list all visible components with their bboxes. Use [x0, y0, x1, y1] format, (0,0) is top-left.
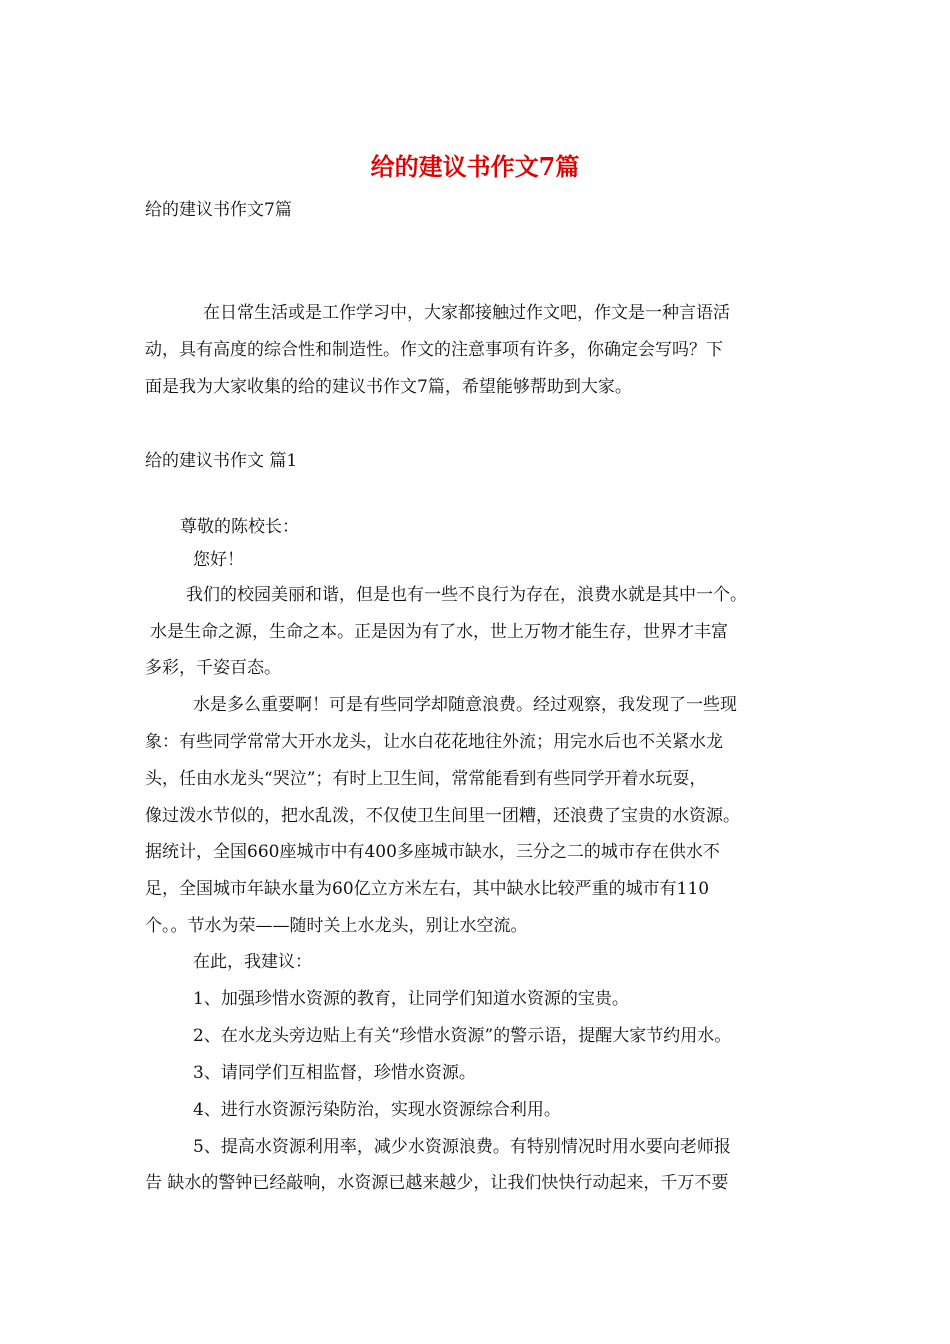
paragraph-2-line-5: 据统计，全国660座城市中有400多座城市缺水，三分之二的城市存在供水不	[145, 842, 720, 862]
suggestion-item-5: 5、提高水资源利用率，减少水资源浪费。有特别情况时用水要向老师报	[193, 1137, 731, 1157]
suggestion-item-4: 4、进行水资源污染防治，实现水资源综合利用。	[193, 1100, 561, 1120]
paragraph-2-line-2: 象：有些同学常常大开水龙头，让水白花花地往外流；用完水后也不关紧水龙	[145, 732, 723, 752]
section-heading: 给的建议书作文 篇1	[145, 451, 298, 471]
closing-line: 告 缺水的警钟已经敲响，水资源已越来越少，让我们快快行动起来，千万不要	[145, 1173, 729, 1193]
paragraph-1-line-2: 水是生命之源，生命之本。正是因为有了水，世上万物才能生存，世界才丰富	[150, 622, 728, 642]
paragraph-2-line-3: 头，任由水龙头“哭泣”；有时上卫生间，常常能看到有些同学开着水玩耍，	[145, 769, 707, 789]
document-subtitle: 给的建议书作文7篇	[145, 200, 292, 220]
paragraph-2-line-1: 水是多么重要啊！可是有些同学却随意浪费。经过观察，我发现了一些现	[193, 695, 737, 715]
intro-line-3: 面是我为大家收集的给的建议书作文7篇，希望能够帮助到大家。	[145, 377, 632, 397]
document-title: 给的建议书作文7篇	[370, 152, 580, 181]
intro-line-2: 动，具有高度的综合性和制造性。作文的注意事项有许多，你确定会写吗？下	[145, 340, 723, 360]
intro-line-1: 在日常生活或是工作学习中，大家都接触过作文吧，作文是一种言语活	[203, 303, 730, 323]
suggestion-item-1: 1、加强珍惜水资源的教育，让同学们知道水资源的宝贵。	[193, 989, 629, 1009]
suggestion-item-3: 3、请同学们互相监督，珍惜水资源。	[193, 1063, 476, 1083]
paragraph-1-line-3: 多彩，千姿百态。	[145, 658, 281, 678]
suggestion-item-2: 2、在水龙头旁边贴上有关“珍惜水资源”的警示语，提醒大家节约用水。	[193, 1026, 732, 1046]
paragraph-2-line-6: 足，全国城市年缺水量为60亿立方米左右，其中缺水比较严重的城市有110	[145, 879, 710, 899]
salutation: 尊敬的陈校长：	[180, 517, 299, 537]
suggestion-intro: 在此，我建议：	[193, 952, 312, 972]
greeting: 您好！	[193, 550, 244, 570]
paragraph-2-line-7: 个。。节水为荣——随时关上水龙头，别让水空流。	[145, 916, 528, 936]
paragraph-2-line-4: 像过泼水节似的，把水乱泼，不仅使卫生间里一团糟，还浪费了宝贵的水资源。	[145, 806, 740, 826]
paragraph-1-line-1: 我们的校园美丽和谐，但是也有一些不良行为存在，浪费水就是其中一个。	[186, 585, 747, 605]
